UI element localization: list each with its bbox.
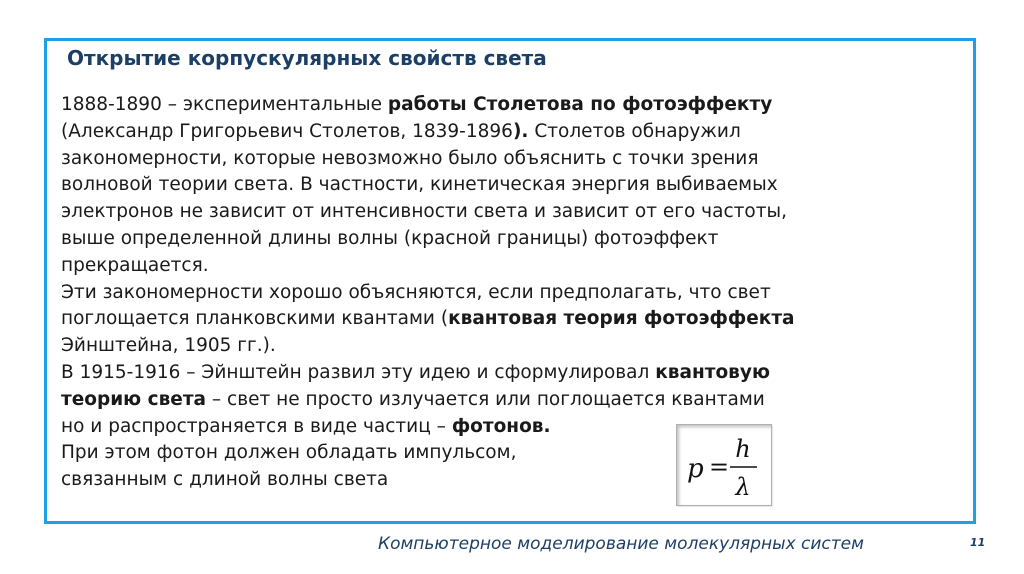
text-run: В 1915-1916 – Эйнштейн развил эту идею и сформулировал <box>61 361 656 383</box>
text-line <box>61 414 961 441</box>
formula-equals: = <box>709 453 730 481</box>
text-line <box>61 333 961 360</box>
text-line <box>61 146 961 173</box>
bold-text-run: работы Столетова по фотоэффекту <box>387 94 773 115</box>
text-line <box>61 119 961 146</box>
text-run: прекращается. <box>61 254 209 276</box>
text-run: (Александр Григорьевич Столетов, 1839-1896 <box>61 120 513 142</box>
body-text <box>61 92 961 494</box>
text-run: Эти закономерности хорошо объясняются, если предполагать, что свет <box>61 281 771 303</box>
formula-lhs: p <box>687 454 704 484</box>
text-line <box>61 253 961 280</box>
text-line <box>61 172 961 199</box>
bold-text-run: фотонов. <box>451 415 551 437</box>
formula-numerator: h <box>735 435 751 463</box>
bold-text-run: теорию света <box>61 388 207 410</box>
formula-denominator: λ <box>735 473 751 501</box>
text-run: 1888-1890 – экспериментальные <box>61 94 388 115</box>
text-run: При этом фотон должен обладать импульсом, <box>61 442 517 464</box>
text-run: Столетов обнаружил <box>528 120 741 142</box>
text-run: связанным с длиной волны света <box>61 469 389 491</box>
page-number: 11 <box>970 536 986 549</box>
text-line <box>61 360 961 387</box>
text-line <box>61 440 961 467</box>
footer-caption: Компьютерное моделирование молекулярных систем <box>378 534 864 554</box>
formula-image <box>676 424 772 506</box>
text-line <box>61 387 961 414</box>
text-run: закономерности, которые невозможно было объяснить с точки зрения <box>61 147 759 169</box>
text-run: Эйнштейна, 1905 гг.). <box>61 335 276 357</box>
text-line <box>61 467 961 494</box>
text-run: но и распространяется в виде частиц – <box>61 415 452 437</box>
text-run: волновой теории света. В частности, кинетическая энергия выбиваемых <box>61 174 778 196</box>
text-run: поглощается планковскими квантами ( <box>61 308 449 330</box>
text-line <box>61 226 961 253</box>
bold-text-run: квантовая теория фотоэффекта <box>448 308 795 330</box>
text-line <box>61 306 961 333</box>
formula-svg <box>677 425 773 507</box>
bold-text-run: ). <box>512 120 529 142</box>
text-run: выше определенной длины волны (красной границы) фотоэффект <box>61 227 719 249</box>
text-run: – свет не просто излучается или поглощается квантами <box>206 388 765 410</box>
text-run: электронов не зависит от интенсивности света и зависит от его частоты, <box>61 201 787 223</box>
bold-text-run: квантовую <box>655 361 770 383</box>
text-line <box>61 280 961 307</box>
text-line <box>61 199 961 226</box>
text-line <box>61 92 961 119</box>
slide-title: Открытие корпускулярных свойств света <box>67 46 547 70</box>
